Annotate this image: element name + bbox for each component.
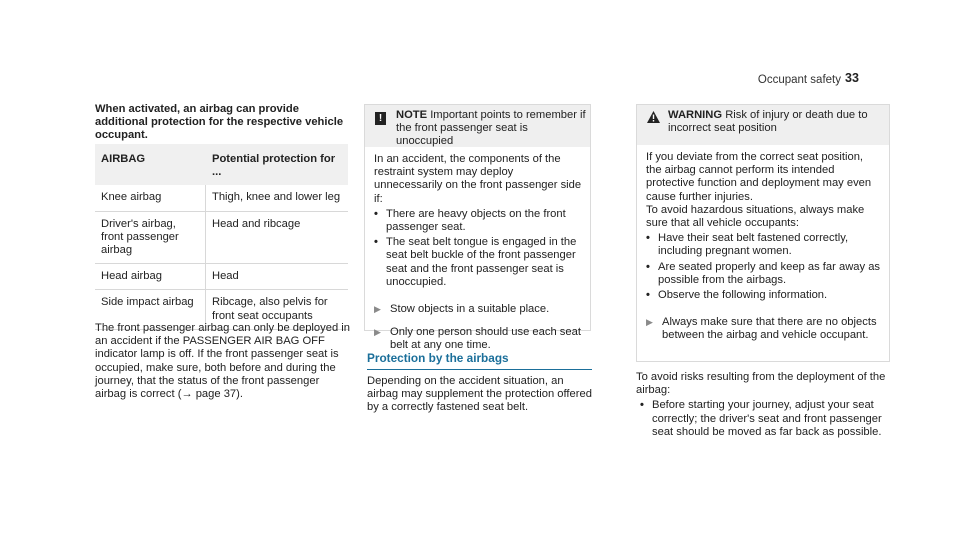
table-cell: Head and ribcage [212,217,301,230]
passenger-airbag-paragraph: The front passenger airbag can only be deployed in an accident if the PASSENGER AIR BAG OFF indicator lamp is off. If the front passenger seat is occupied, make sure, both before and during the journey, that the status of the front passenger airbag is correct (→ page 37). [95,322,350,401]
list-item-text: Before starting your journey, adjust your seat correctly; the driver's seat and front passenger seat should be moved as far back as possible. [652,399,882,438]
step-arrow-icon: ▶ [374,327,381,338]
list-item-text: Observe the following information. [658,289,828,302]
note-body [365,147,590,353]
list-item [646,232,881,258]
table-cell: Thigh, knee and lower leg [212,191,341,204]
table-cell: Driver's airbag, front passenger airbag [95,212,206,264]
step-item [374,326,582,352]
warning-header [637,105,889,145]
page-number: 33 [845,71,859,85]
list-item [374,236,582,289]
step-arrow-icon: ▶ [646,317,653,328]
list-item-text: Have their seat belt fastened correctly, including pregnant women. [658,232,849,258]
bullet-icon: • [646,289,650,302]
section-heading: Protection by the airbags [367,352,592,370]
table-header-row [95,144,348,185]
table-header-cell: AIRBAG [101,153,146,165]
note-title-text: Important points to remember if the front passenger seat is unoccupied [396,109,586,148]
step-text: Stow objects in a suitable place. [390,303,550,316]
avoid-risks-section [636,371,891,439]
warning-paragraph: If you deviate from the correct seat position, the airbag cannot perform its intended protective function and deployment may even cause further injuries. [646,151,872,203]
bullet-icon: • [646,232,650,245]
table-row [95,212,348,265]
warning-paragraph: To avoid hazardous situations, always make sure that all vehicle occupants: [646,203,865,230]
warning-title [668,109,883,135]
warning-body [637,145,889,343]
table-cell: Ribcage, also pelvis for front seat occupants [212,296,328,322]
list-item [646,289,881,302]
protection-paragraph: Depending on the accident situation, an airbag may supplement the protection offered by a correctly fastened seat belt. [367,375,592,414]
table-row [95,185,348,211]
section-title: Occupant safety [757,74,841,86]
table-cell: Head [212,270,239,283]
table-cell: Side impact airbag [95,290,206,328]
list-item [646,261,881,287]
avoid-risks-paragraph: To avoid risks resulting from the deployment of the airbag: [636,371,886,397]
warning-box [636,104,890,362]
step-text: Only one person should use each seat belt at any one time. [390,326,581,352]
note-box [364,104,591,352]
table-cell: Head airbag [95,264,206,289]
warning-title-text: Risk of injury or death due to incorrect seat position [668,109,868,135]
note-intro: In an accident, the components of the restraint system may deploy unnecessarily on the front passenger side if: [374,153,582,205]
note-label: NOTE [396,109,428,121]
step-text: Always make sure that there are no objects between the airbag and vehicle occupant. [662,316,877,342]
warning-label: WARNING [668,109,723,121]
list-item-text: Are seated properly and keep as far away as possible from the airbags. [658,260,881,286]
table-header-cell: Potential protection for ... [212,153,336,179]
step-item [646,316,881,342]
list-item [640,399,891,439]
bullet-icon: • [646,260,650,273]
step-item [374,303,582,316]
list-item-text: There are heavy objects on the front passenger seat. [386,207,566,234]
step-arrow-icon: ▶ [374,304,381,315]
bullet-icon: • [640,399,644,412]
note-title [396,109,586,149]
airbag-protection-table [95,144,348,330]
bullet-icon: • [374,236,378,249]
table-cell: Knee airbag [95,185,206,210]
list-item-text: The seat belt tongue is engaged in the seat belt buckle of the front passenger seat and the front passenger seat is unoccupied. [386,236,577,288]
bullet-icon: • [374,207,378,220]
warning-triangle-icon [647,111,660,127]
exclamation-icon: ! [375,112,386,125]
table-row [95,264,348,290]
airbag-intro: When activated, an airbag can provide additional protection for the respective vehicle occupant. [95,103,344,142]
list-item [374,208,582,234]
note-header [365,105,590,147]
